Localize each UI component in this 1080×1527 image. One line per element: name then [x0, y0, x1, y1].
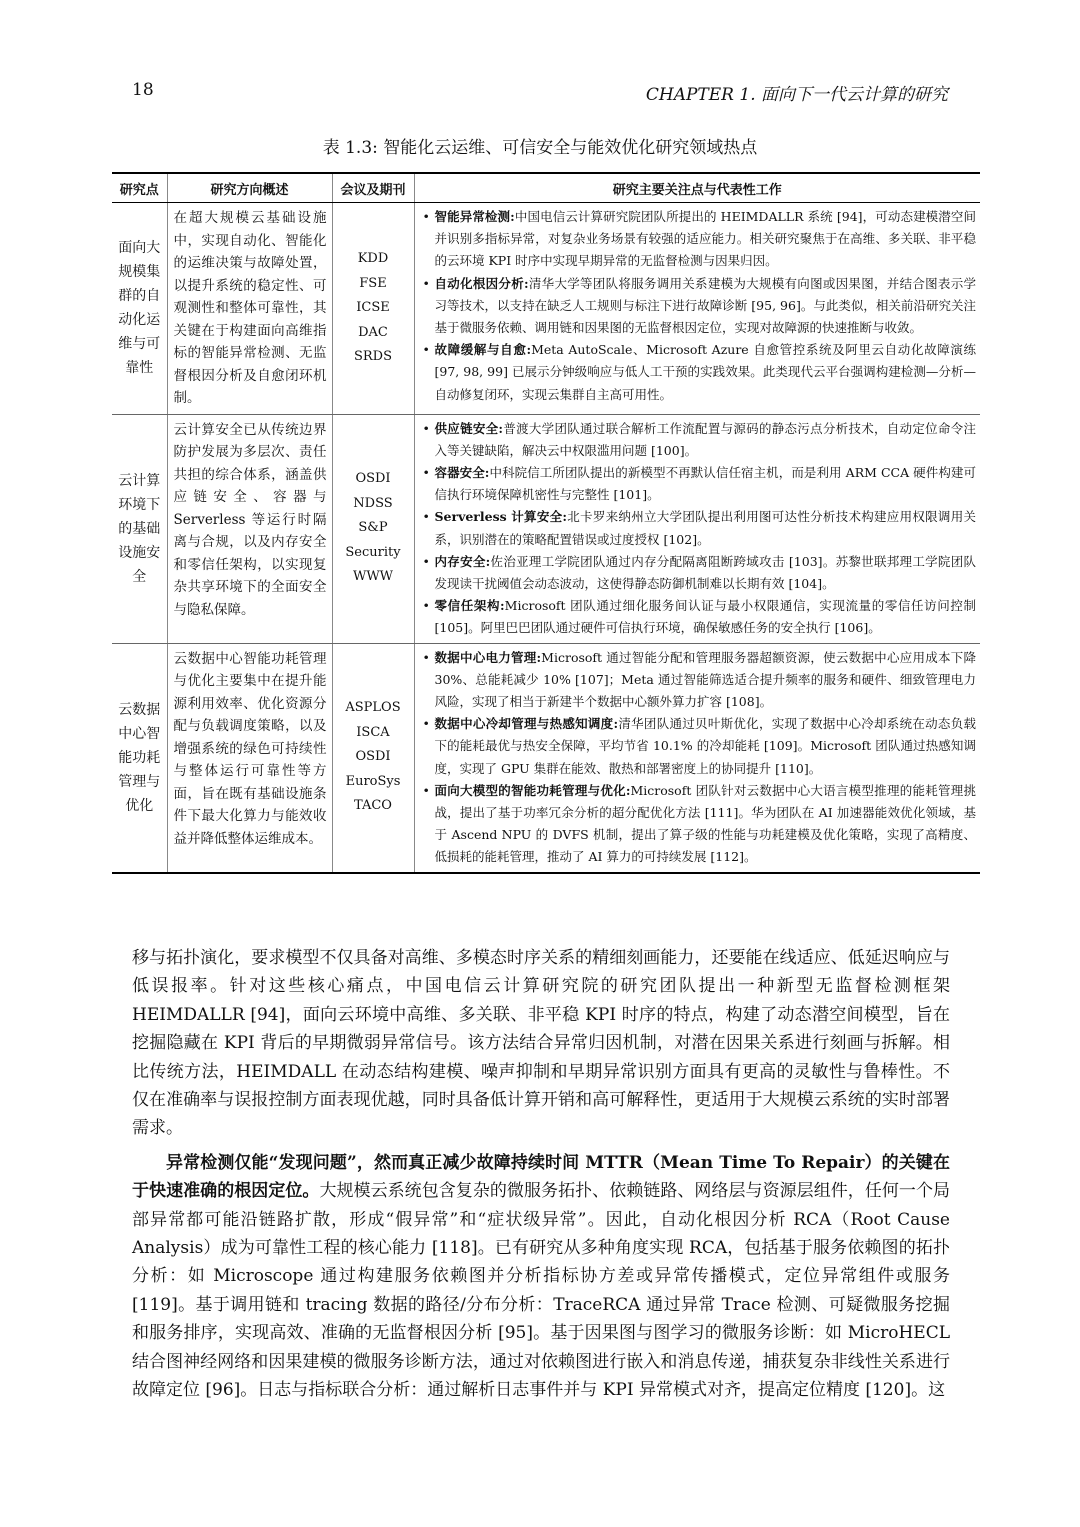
point-text: Meta AutoScale、Microsoft Azure 自愈管控系统及阿里云自动化故障演练 [97, 98, 99] 已展示分钟级响应与低人工干预的实践效果。此类现代云平台强调构建检测—分析—自动修复闭环，实现云集群自主高可用性。 — [434, 342, 976, 402]
points-cell — [414, 643, 980, 873]
paragraph-rest: 大规模云系统包含复杂的微服务拓扑、依赖链路、网络层与资源层组件，任何一个局部异常都可能沿链路扩散，形成“假异常”和“症状级异常”。因此，自动化根因分析 RCA（Root Cause Analysis）成为可靠性工程的核心能力 [118]。已有研究从多种角度实现 RCA，包括基于服务依赖图的拓扑分析：如 Microscope 通过构建服务依赖图并分析指标协方差或异常传播模式，定位异常组件或服务 [119]。基于调用链和 tracing 数据的路径/分布分析：TraceRCA 通过异常 Trace 检测、可疑微服务挖掘和服务排序，实现高效、准确的无监督根因分析 [95]。基于因果图与图学习的微服务诊断：如 MicroHECL 结合图神经网络和因果建模的微服务诊断方法，通过对依赖图进行嵌入和消息传递，捕获复杂非线性关系进行故障定位 [96]。日志与指标联合分析：通过解析日志事件并与 KPI 异常模式对齐，提高定位精度 [120]。这 — [132, 1181, 950, 1401]
point-text: 清华团队通过贝叶斯优化，实现了数据中心冷却系统在动态负载下的能耗最优与热安全保障，平均节省 10.1% 的冷却能耗 [109]。Microsoft 团队通过热感知调度，实现了 GPU 集群在能效、散热和部署密度上的协同提升 [110]。 — [434, 716, 976, 776]
column-header: 研究方向概述 — [167, 173, 332, 203]
point-text: 北卡罗来纳州立大学团队提出利用图可达性分析技术构建应用权限调用关系，识别潜在的策略配置错误或过度授权 [102]。 — [434, 509, 976, 547]
venue: ISCA — [356, 724, 390, 740]
overview-cell: 云数据中心智能功耗管理与优化主要集中在提升能源利用效率、优化资源分配与负载调度策略，以及增强系统的绿色可持续性与整体运行可靠性等方面，旨在既有基础设施条件下最大化算力与能效收益并降低整体运维成本。 — [167, 643, 332, 873]
point-item — [435, 418, 977, 462]
venues-cell — [332, 643, 414, 873]
venue: EuroSys — [345, 773, 401, 789]
table-row — [112, 203, 980, 415]
topic-cell: 云计算环境下的基础设施安全 — [112, 414, 167, 643]
point-label: 数据中心冷却管理与热感知调度: — [434, 716, 619, 732]
running-title: CHAPTER 1. 面向下一代云计算的研究 — [645, 85, 948, 105]
point-label: 零信任架构: — [434, 598, 505, 614]
point-label: 面向大模型的智能功耗管理与优化: — [434, 782, 631, 798]
table-row — [112, 414, 980, 643]
point-label: 数据中心电力管理: — [434, 649, 542, 665]
page-header — [132, 80, 948, 106]
paragraph-lead: 异常检测仅能“发现问题”，然而真正减少故障持续时间 MTTR（Mean Time To Repair）的关键在于快速准确的根因定位。 — [132, 1152, 950, 1202]
point-label: 容器安全: — [434, 464, 490, 480]
column-header: 研究点 — [112, 173, 167, 203]
point-item — [435, 780, 977, 869]
point-label: 智能异常检测: — [434, 209, 515, 224]
venues-cell — [332, 203, 414, 415]
point-label: 内存安全: — [434, 553, 491, 569]
point-item — [435, 506, 977, 550]
venue: NDSS — [353, 495, 393, 511]
venue: TACO — [354, 798, 392, 814]
venue: WWW — [352, 569, 394, 585]
table-row — [112, 643, 980, 873]
points-cell — [414, 414, 980, 643]
body-text — [132, 944, 950, 1411]
point-text: 清华大学等团队将服务调用关系建模为大规模有向图或因果图，并结合图表示学习等技术，以支持在缺乏人工规则与标注下进行故障诊断 [95, 96]。与此类似，相关前沿研究关注基于微服务依赖、调用链和因果图的无监督根因定位，实现对故障源的快速推断与收敛。 — [434, 275, 976, 336]
venue: FSE — [359, 275, 387, 291]
venue: ASPLOS — [345, 700, 401, 716]
point-text: 佐治亚理工学院团队通过内存分配隔离阻断跨域攻击 [103]。苏黎世联邦理工学院团队发现读干扰阈值会动态波动，这使得静态防御机制难以长期有效 [104]。 — [434, 553, 976, 591]
point-label: Serverless 计算安全: — [434, 509, 568, 525]
point-text: Microsoft 团队针对云数据中心大语言模型推理的能耗管理挑战，提出了基于功率冗余分析的超分配优化方法 [111]。华为团队在 AI 加速器能效优化领域，基于 Ascend NPU 的 DVFS 机制，提出了算子级的性能与功耗建模及优化策略，实现了高精度、低损耗的能耗管理，推动了 AI 算力的可持续发展 [112]。 — [434, 782, 976, 865]
column-header: 会议及期刊 — [332, 173, 414, 203]
table-header-row — [112, 173, 980, 203]
table-caption: 表 1.3: 智能化云运维、可信安全与能效优化研究领域热点 — [322, 138, 758, 158]
column-header: 研究主要关注点与代表性工作 — [414, 173, 980, 203]
point-text: Microsoft 通过智能分配和管理服务器超额资源，使云数据中心应用成本下降 30%、总能耗减少 10% [107]；Meta 通过智能筛选适合提升频率的服务和硬件、细致管理电力风险，实现了相当于新建半个数据中心额外算力扩容 [108]。 — [434, 649, 976, 709]
points-cell — [414, 203, 980, 415]
point-item — [435, 595, 977, 639]
venue: Security — [345, 544, 401, 560]
overview-cell: 云计算安全已从传统边界防护发展为多层次、责任共担的综合体系，涵盖供应链安全、容器与 Serverless 等运行时隔离与合规，以及内存安全和零信任架构，以实现复杂共享环境下的全面安全与隐私保障。 — [167, 414, 332, 643]
venue: OSDI — [355, 749, 391, 765]
research-hotspots-table — [112, 172, 980, 874]
paragraph: 移与拓扑演化，要求模型不仅具备对高维、多模态时序关系的精细刻画能力，还要能在线适应、低延迟响应与低误报率。针对这些核心痛点，中国电信云计算研究院的研究团队提出一种新型无监督检测框架 HEIMDALLR [94]，面向云环境中高维、多关联、非平稳 KPI 时序的特点，构建了动态潜空间模型，旨在挖掘隐藏在 KPI 背后的早期微弱异常信号。该方法结合异常归因机制，对潜在因果关系进行刻画与拆解。相比传统方法，HEIMDALL 在动态结构建模、噪声抑制和早期异常识别方面具有更高的灵敏性与鲁棒性。不仅在准确率与误报控制方面表现优越，同时具备低计算开销和高可解释性，更适用于大规模云系统的实时部署需求。 — [132, 948, 950, 1139]
venues-cell — [332, 414, 414, 643]
point-label: 自动化根因分析: — [434, 275, 529, 291]
venue: KDD — [357, 251, 389, 266]
point-label: 供应链安全: — [434, 420, 504, 436]
point-label: 故障缓解与自愈: — [434, 342, 532, 358]
venue: DAC — [358, 324, 388, 340]
point-text: 中科院信工所团队提出的新模型不再默认信任宿主机，而是利用 ARM CCA 硬件构建可信执行环境保障机密性与完整性 [101]。 — [434, 464, 976, 503]
topic-cell: 面向大规模集群的自动化运维与可靠性 — [112, 203, 167, 415]
paragraph — [132, 1149, 950, 1405]
point-text: 普渡大学团队通过联合解析工作流配置与源码的静态污点分析技术，自动定位命令注入等关键缺陷，解决云中权限滥用问题 [100]。 — [434, 420, 976, 458]
point-item — [435, 462, 977, 506]
point-text: Microsoft 团队通过细化服务间认证与最小权限通信，实现流量的零信任访问控制 [105]。阿里巴巴团队通过硬件可信执行环境，确保敏感任务的安全执行 [106]。 — [434, 598, 976, 636]
point-item — [435, 551, 977, 595]
point-item — [435, 273, 977, 340]
topic-cell: 云数据中心智能功耗管理与优化 — [112, 643, 167, 873]
venue: S&P — [358, 520, 388, 536]
venue: ICSE — [356, 300, 390, 315]
point-item — [435, 206, 977, 273]
point-text: 中国电信云计算研究院团队所提出的 HEIMDALLR 系统 [94]，可动态建模潜空间并识别多指标异常，对复杂业务场景有较强的适应能力。相关研究聚焦于在高维、多关联、非平稳的云环境 KPI 时序中实现早期异常的无监督检测与因果归因。 — [434, 209, 976, 269]
venue: SRDS — [353, 349, 393, 364]
page-number: 18 — [132, 80, 154, 100]
overview-cell: 在超大规模云基础设施中，实现自动化、智能化的运维决策与故障处置，以提升系统的稳定性、可观测性和整体可靠性，其关键在于构建面向高维指标的智能异常检测、无监督根因分析及自愈闭环机制。 — [167, 203, 332, 415]
point-item — [435, 713, 977, 780]
venue: OSDI — [355, 471, 391, 487]
point-item — [435, 339, 977, 406]
point-item — [435, 647, 977, 714]
